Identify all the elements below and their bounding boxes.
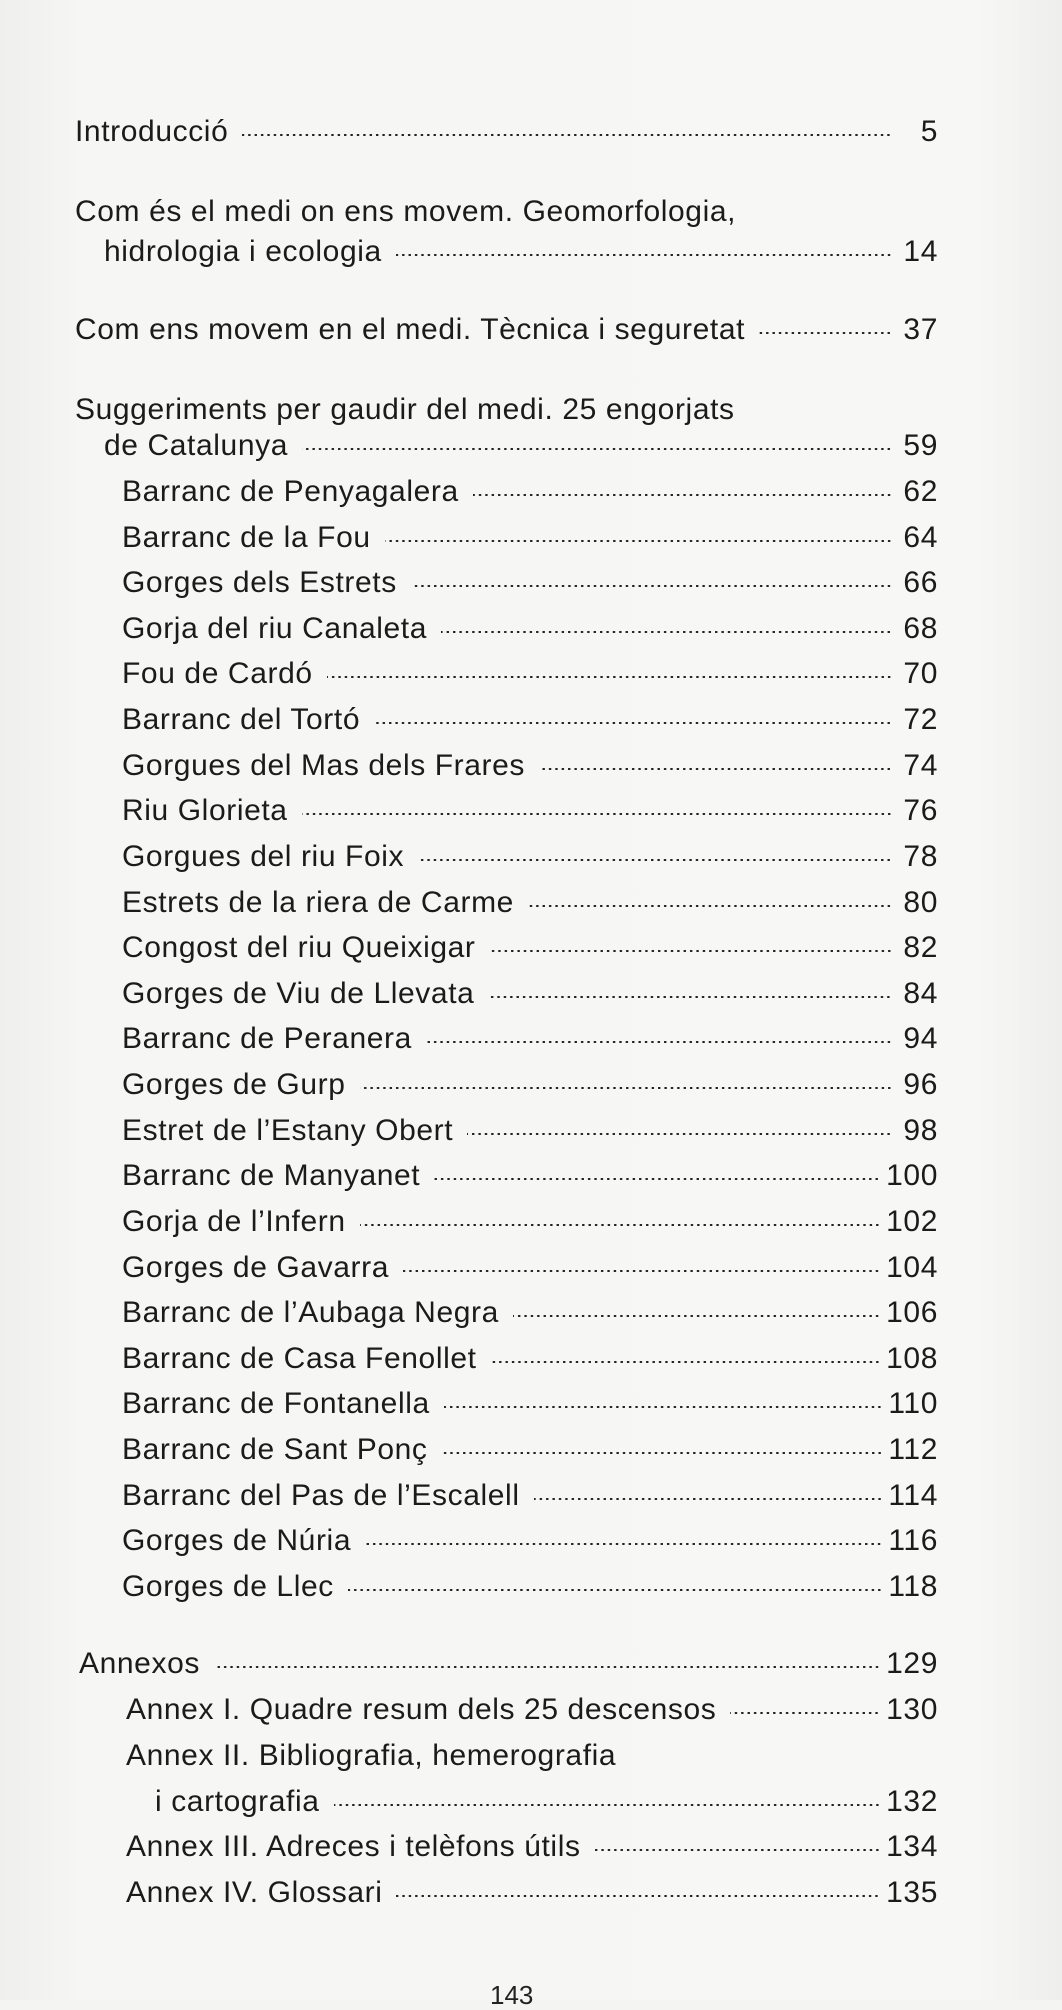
toc-entry-page: 118 (888, 1570, 938, 1603)
leader-dots (426, 1041, 892, 1043)
toc-entry-canyon (122, 1478, 938, 1514)
toc-entry-canyon (122, 1158, 938, 1194)
toc-entry-canyon (122, 748, 938, 784)
toc-entry-title: Gorgues del Mas dels Frares (122, 749, 526, 782)
leader-dots (434, 1178, 880, 1180)
toc-entry-title: Annex I. Quadre resum dels 25 descensos (126, 1693, 717, 1726)
toc-entry-page: 130 (886, 1693, 938, 1726)
toc-entry-canyon (122, 474, 938, 510)
toc-entry-page: 72 (903, 703, 938, 736)
toc-entry-page: 100 (886, 1159, 938, 1192)
toc-entry-title: Annex IV. Glossari (126, 1876, 383, 1909)
toc-entry-page: 37 (903, 313, 938, 346)
toc-entry-title: Estret de l’Estany Obert (122, 1114, 454, 1147)
toc-entry-canyon (122, 702, 938, 738)
leader-dots (444, 1406, 883, 1408)
toc-entry-canyon (122, 1569, 938, 1605)
toc-entry-canyon (122, 1113, 938, 1149)
toc-entry-title: Annex II. Bibliografia, hemerografia (126, 1739, 617, 1772)
leader-dots (534, 1498, 883, 1500)
toc-entry-page: 70 (903, 657, 938, 690)
toc-entry-page: 66 (903, 566, 938, 599)
toc-entry-canyon (122, 1432, 938, 1468)
toc-entry-title: Gorges de Núria (122, 1524, 352, 1557)
toc-entry-page: 98 (903, 1114, 938, 1147)
toc-entry-suggeriments-line1 (75, 392, 735, 428)
page-number: 143 (490, 1980, 534, 2010)
toc-entry-page: 74 (903, 749, 938, 782)
toc-entry-page: 104 (886, 1251, 938, 1284)
toc-entry-page: 108 (886, 1342, 938, 1375)
leader-dots (759, 332, 892, 334)
toc-entry-page: 80 (903, 886, 938, 919)
leader-dots (242, 134, 892, 136)
toc-entry-canyon (122, 1523, 938, 1559)
toc-entry-page: 59 (903, 429, 938, 462)
toc-entry-page: 96 (903, 1068, 938, 1101)
leader-dots (365, 1543, 882, 1545)
leader-dots (730, 1712, 880, 1714)
toc-entry-annex-ii-line2 (155, 1784, 938, 1820)
toc-entry-title: Barranc de Penyagalera (122, 475, 459, 508)
toc-entry-annex (126, 1692, 938, 1728)
toc-entry-title: Estrets de la riera de Carme (122, 886, 514, 919)
leader-dots (595, 1849, 881, 1851)
toc-entry-canyon (122, 885, 938, 921)
toc-entry-canyon (122, 565, 938, 601)
toc-entry-canyon (122, 611, 938, 647)
toc-entry-title: Gorges dels Estrets (122, 566, 397, 599)
toc-entry-page: 14 (903, 235, 938, 268)
leader-dots (490, 950, 892, 952)
toc-entry-title: Barranc del Tortó (122, 703, 361, 736)
leader-dots (513, 1315, 880, 1317)
toc-entry-geomorfologia-line2 (104, 234, 938, 270)
toc-entry-title: Fou de Cardó (122, 657, 313, 690)
leader-dots (418, 859, 892, 861)
toc-entry-page: 102 (886, 1205, 938, 1238)
leader-dots (334, 1804, 881, 1806)
leader-dots (396, 254, 892, 256)
toc-entry-page: 132 (886, 1785, 938, 1818)
leader-dots (539, 768, 892, 770)
toc-entry-canyon (122, 1250, 938, 1286)
toc-entry-title: Com ens movem en el medi. Tècnica i seguretat (75, 313, 746, 346)
toc-entry-title: Introducció (75, 115, 229, 148)
toc-entry-page: 64 (903, 521, 938, 554)
leader-dots (488, 996, 892, 998)
toc-entry-canyon (122, 1067, 938, 1103)
toc-entry-page: 110 (888, 1387, 938, 1420)
toc-entry-title-continued: hidrologia i ecologia (104, 235, 382, 268)
toc-entry-geomorfologia-line1 (75, 194, 736, 230)
toc-entry-page: 78 (903, 840, 938, 873)
toc-entry-page: 68 (903, 612, 938, 645)
toc-entry-page: 106 (886, 1296, 938, 1329)
toc-entry-title: Gorgues del riu Foix (122, 840, 405, 873)
toc-entry-canyon (122, 976, 938, 1012)
toc-entry-page: 82 (903, 931, 938, 964)
toc-entry-page: 62 (903, 475, 938, 508)
toc-entry-page: 134 (886, 1830, 938, 1863)
toc-entry-title: Barranc de Peranera (122, 1022, 412, 1055)
toc-entry-canyon (122, 1021, 938, 1057)
toc-entry-title: Barranc de l’Aubaga Negra (122, 1296, 499, 1329)
toc-entry-title: Annex III. Adreces i telèfons útils (126, 1830, 581, 1863)
toc-entry-page: 5 (920, 115, 938, 148)
toc-entry-annex (126, 1875, 938, 1911)
toc-entry-title: Barranc de Manyanet (122, 1159, 421, 1192)
toc-entry-annex (126, 1829, 938, 1865)
toc-entry-page: 114 (888, 1479, 938, 1512)
toc-entry-annex-ii-line1 (126, 1738, 616, 1774)
leader-dots (441, 631, 892, 633)
toc-entry-title: Com és el medi on ens movem. Geomorfologia, (75, 195, 737, 228)
toc-entry-page: 94 (903, 1022, 938, 1055)
toc-entry-page: 84 (903, 977, 938, 1010)
toc-entry-page: 112 (888, 1433, 938, 1466)
toc-entry-canyon (122, 656, 938, 692)
toc-entry-title: Barranc del Pas de l’Escalell (122, 1479, 520, 1512)
toc-entry-canyon (122, 1386, 938, 1422)
toc-entry-title: Suggeriments per gaudir del medi. 25 engorjats (75, 393, 735, 426)
toc-entry-introduccio (75, 114, 938, 150)
toc-entry-page: 129 (886, 1647, 938, 1680)
leader-dots (374, 722, 892, 724)
toc-entry-tecnica (75, 312, 938, 348)
toc-entry-title: Riu Glorieta (122, 794, 288, 827)
toc-entry-title: Barranc de Sant Ponç (122, 1433, 428, 1466)
leader-dots (396, 1895, 880, 1897)
toc-entry-canyon (122, 1341, 938, 1377)
toc-entry-title: Barranc de Fontanella (122, 1387, 430, 1420)
toc-entry-title: Annexos (79, 1647, 200, 1680)
toc-entry-title-continued: i cartografia (155, 1785, 320, 1818)
leader-dots (360, 1224, 880, 1226)
leader-dots (327, 676, 892, 678)
leader-dots (442, 1452, 883, 1454)
toc-entry-page: 116 (888, 1524, 938, 1557)
toc-entry-title: Gorges de Llec (122, 1570, 334, 1603)
toc-entry-title: Gorges de Viu de Llevata (122, 977, 475, 1010)
toc-entry-canyon (122, 793, 938, 829)
toc-entry-title: Gorges de Gurp (122, 1068, 346, 1101)
leader-dots (491, 1361, 881, 1363)
leader-dots (348, 1589, 883, 1591)
leader-dots (385, 540, 892, 542)
leader-dots (528, 905, 892, 907)
toc-entry-page: 135 (886, 1876, 938, 1909)
toc-entry-canyon (122, 1295, 938, 1331)
toc-entry-annexos (79, 1646, 938, 1682)
toc-entry-title: Gorja del riu Canaleta (122, 612, 428, 645)
toc-entry-title: Gorges de Gavarra (122, 1251, 389, 1284)
toc-entry-canyon (122, 930, 938, 966)
leader-dots (467, 1133, 892, 1135)
toc-entry-title: Barranc de la Fou (122, 521, 371, 554)
leader-dots (302, 448, 892, 450)
toc-entry-canyon (122, 1204, 938, 1240)
leader-dots (214, 1666, 880, 1668)
leader-dots (411, 585, 892, 587)
toc-entry-suggeriments-line2 (104, 428, 938, 464)
toc-entry-page: 76 (903, 794, 938, 827)
toc-entry-title-continued: de Catalunya (104, 429, 288, 462)
toc-entry-title: Gorja de l’Infern (122, 1205, 346, 1238)
leader-dots (302, 813, 892, 815)
toc-entry-canyon (122, 520, 938, 556)
toc-entry-title: Congost del riu Queixigar (122, 931, 476, 964)
leader-dots (360, 1087, 892, 1089)
toc-entry-title: Barranc de Casa Fenollet (122, 1342, 477, 1375)
leader-dots (403, 1270, 880, 1272)
leader-dots (473, 494, 892, 496)
toc-entry-canyon (122, 839, 938, 875)
